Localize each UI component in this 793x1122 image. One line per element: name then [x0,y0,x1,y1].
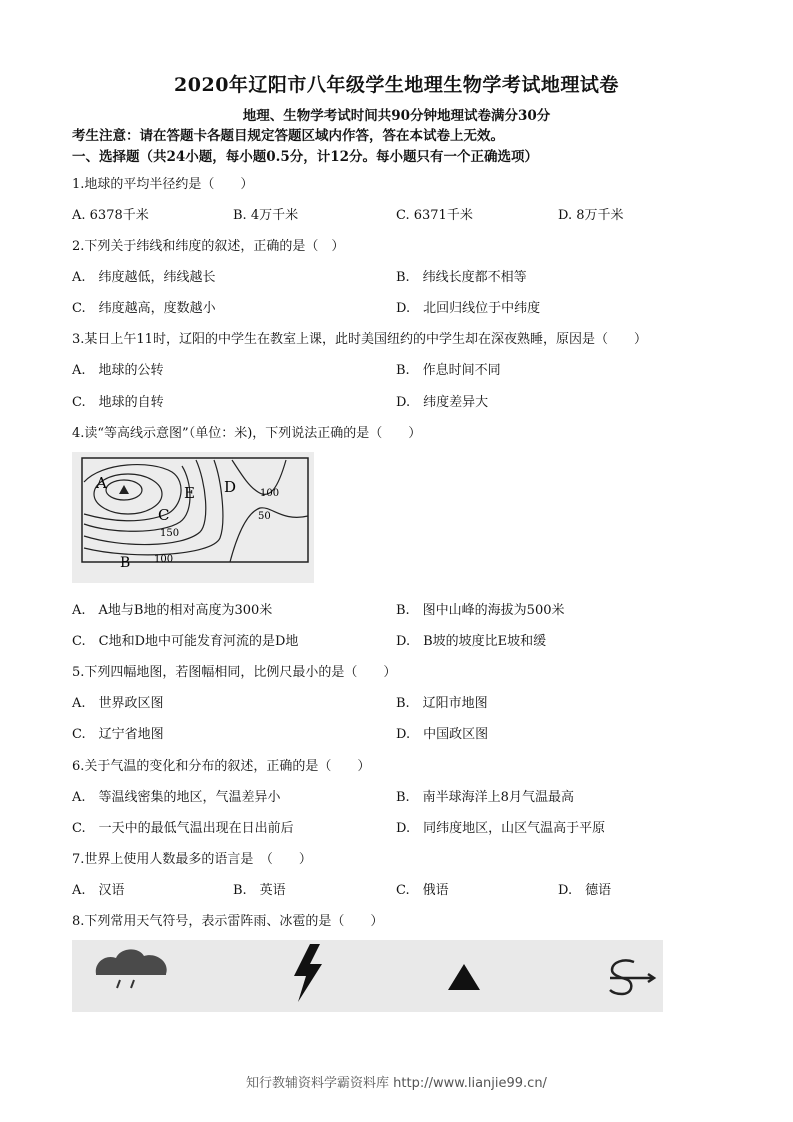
page-footer: 知行教辅资料学霸资料库 http://www.lianjie99.cn/ [246,1076,547,1091]
contour-ring-5 [84,460,206,545]
contour-value-100-right: 100 [260,488,280,499]
question-7-option-d[interactable]: D. 德语 [558,883,612,898]
page-subtitle: 地理、生物学考试时间共90分钟地理试卷满分30分 [242,108,551,124]
question-1-option-b[interactable]: B. 4万千米 [233,208,299,223]
page-title: 2020年辽阳市八年级学生地理生物学考试地理试卷 [174,74,619,96]
section-heading: 一、选择题（共24小题，每小题0.5分，计12分。每小题只有一个正确选项） [72,149,539,165]
question-6-option-b[interactable]: B. 南半球海洋上8月气温最高 [396,790,574,805]
question-5-option-b[interactable]: B. 辽阳市地图 [396,696,488,711]
question-2-option-c[interactable]: C. 纬度越高，度数越小 [72,301,216,316]
hail-triangle-icon [448,964,480,990]
question-1-option-d[interactable]: D. 8万千米 [558,208,624,223]
question-3-option-d[interactable]: D. 纬度差异大 [396,395,489,410]
question-6-option-d[interactable]: D. 同纬度地区，山区气温高于平原 [396,821,606,836]
point-c-label: C [158,506,170,524]
question-3-stem: 3.某日上午11时，辽阳的中学生在教室上课，此时美国纽约的中学生却在深夜熟睡，原因是（ ） [72,332,647,347]
question-7-stem: 7.世界上使用人数最多的语言是 （ ） [72,852,312,867]
contour-map-figure [72,452,314,583]
question-7-option-b[interactable]: B. 英语 [233,883,286,898]
question-2-option-b[interactable]: B. 纬线长度都不相等 [396,270,527,285]
question-1-option-c[interactable]: C. 6371千米 [396,208,473,223]
question-6-option-c[interactable]: C. 一天中的最低气温出现在日出前后 [72,821,294,836]
question-6-option-a[interactable]: A. 等温线密集的地区，气温差异小 [72,790,281,805]
question-5-option-d[interactable]: D. 中国政区图 [396,727,489,742]
question-2-option-d[interactable]: D. 北回归线位于中纬度 [396,301,541,316]
typhoon-icon [610,960,654,994]
question-5-option-c[interactable]: C. 辽宁省地图 [72,727,164,742]
question-3-option-a[interactable]: A. 地球的公转 [72,363,164,378]
question-7-option-a[interactable]: A. 汉语 [72,883,125,898]
question-4-option-d[interactable]: D. B坡的坡度比E坡和缓 [396,634,547,649]
question-4-stem: 4.读“等高线示意图”（单位：米)，下列说法正确的是（ ） [72,426,422,441]
question-6-stem: 6.关于气温的变化和分布的叙述，正确的是（ ） [72,759,371,774]
question-3-option-b[interactable]: B. 作息时间不同 [396,363,501,378]
question-5-option-a[interactable]: A. 世界政区图 [72,696,164,711]
peak-triangle-icon [119,485,129,494]
question-1-option-a[interactable]: A. 6378千米 [72,208,149,223]
rain-cloud-icon [96,949,167,988]
question-2-option-a[interactable]: A. 纬度越低，纬线越长 [72,270,216,285]
point-d-label: D [224,478,237,496]
contour-value-150: 150 [160,528,180,539]
question-5-stem: 5.下列四幅地图，若图幅相同，比例尺最小的是（ ） [72,665,397,680]
question-4-option-c[interactable]: C. C地和D地中可能发育河流的是D地 [72,634,299,649]
lightning-icon [294,944,322,1002]
contour-map-svg [72,452,314,583]
map-frame [82,458,308,562]
contour-value-50: 50 [258,511,271,522]
point-e-label: E [184,484,195,502]
weather-symbols-figure [72,940,663,1012]
weather-symbols-svg [72,940,663,1012]
question-4-option-b[interactable]: B. 图中山峰的海拔为500米 [396,603,565,618]
question-2-stem: 2.下列关于纬线和纬度的叙述，正确的是（ ） [72,239,345,254]
point-a-label: A [96,474,107,492]
point-b-label: B [120,555,131,571]
question-7-option-c[interactable]: C. 俄语 [396,883,449,898]
question-1-stem: 1.地球的平均半径约是（ ） [72,177,254,192]
question-4-option-a[interactable]: A. A地与B地的相对高度为300米 [72,603,273,618]
exam-notice: 考生注意：请在答题卡各题目规定答题区域内作答，答在本试卷上无效。 [72,128,504,144]
contour-lines [84,460,308,562]
contour-value-100-bottom: 100 [154,554,174,565]
question-8-stem: 8.下列常用天气符号，表示雷阵雨、冰雹的是（ ） [72,914,384,929]
question-3-option-c[interactable]: C. 地球的自转 [72,395,164,410]
